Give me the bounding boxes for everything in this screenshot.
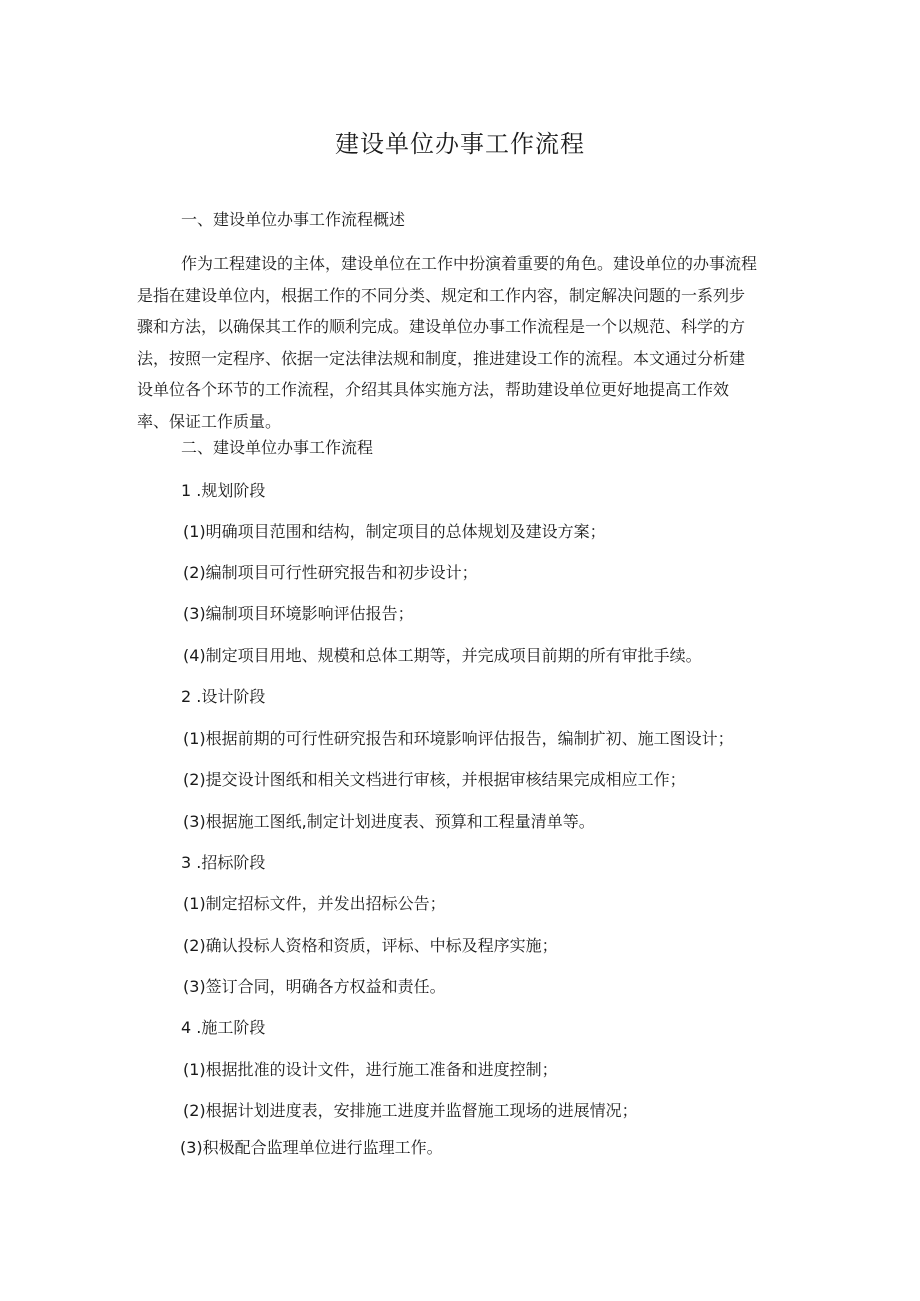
list-item: (3)积极配合监理单位进行监理工作。	[180, 1138, 443, 1157]
list-item: (2)编制项目可行性研究报告和初步设计；	[183, 563, 478, 582]
list-item: (1)根据批准的设计文件，进行施工准备和进度控制；	[183, 1060, 558, 1079]
paragraph-line: 率、保证工作质量。	[137, 411, 282, 431]
stage-title: 4 .施工阶段	[181, 1018, 266, 1037]
stage-title: 1 .规划阶段	[181, 481, 266, 500]
stage-title: 2 .设计阶段	[181, 687, 266, 706]
paragraph-line: 是指在建设单位内，根据工作的不同分类、规定和工作内容，制定解决问题的一系列步	[137, 285, 746, 305]
paragraph-line: 骤和方法，以确保其工作的顺利完成。建设单位办事工作流程是一个以规范、科学的方	[137, 317, 746, 336]
section-heading: 一、建设单位办事工作流程概述	[181, 210, 406, 229]
list-item: (3)根据施工图纸,制定计划进度表、预算和工程量清单等。	[183, 812, 595, 831]
list-item: (1)明确项目范围和结构，制定项目的总体规划及建设方案；	[183, 522, 606, 541]
paragraph-line: 设单位各个环节的工作流程，介绍其具体实施方法，帮助建设单位更好地提高工作效	[137, 380, 730, 399]
paragraph-line: 法，按照一定程序、依据一定法律法规和制度，推进建设工作的流程。本文通过分析建	[137, 348, 746, 368]
list-item: (2)提交设计图纸和相关文档进行审核，并根据审核结果完成相应工作；	[183, 770, 686, 789]
list-item: (3)签订合同，明确各方权益和责任。	[183, 977, 446, 996]
list-item: (1)根据前期的可行性研究报告和环境影响评估报告，编制扩初、施工图设计；	[183, 729, 734, 748]
overview-paragraph	[137, 248, 797, 437]
list-item: (2)根据计划进度表，安排施工进度并监督施工现场的进展情况；	[183, 1101, 638, 1120]
list-item: (3)编制项目环境影响评估报告；	[183, 604, 414, 623]
paragraph-line: 作为工程建设的主体，建设单位在工作中扮演着重要的角色。建设单位的办事流程	[181, 254, 758, 273]
section-heading: 二、建设单位办事工作流程	[181, 438, 374, 457]
list-item: (2)确认投标人资格和资质，评标、中标及程序实施；	[183, 936, 558, 955]
document-title: 建设单位办事工作流程	[335, 130, 585, 158]
list-item: (4)制定项目用地、规模和总体工期等，并完成项目前期的所有审批手续。	[183, 646, 702, 665]
list-item: (1)制定招标文件，并发出招标公告；	[183, 894, 446, 913]
stage-title: 3 .招标阶段	[181, 853, 266, 872]
